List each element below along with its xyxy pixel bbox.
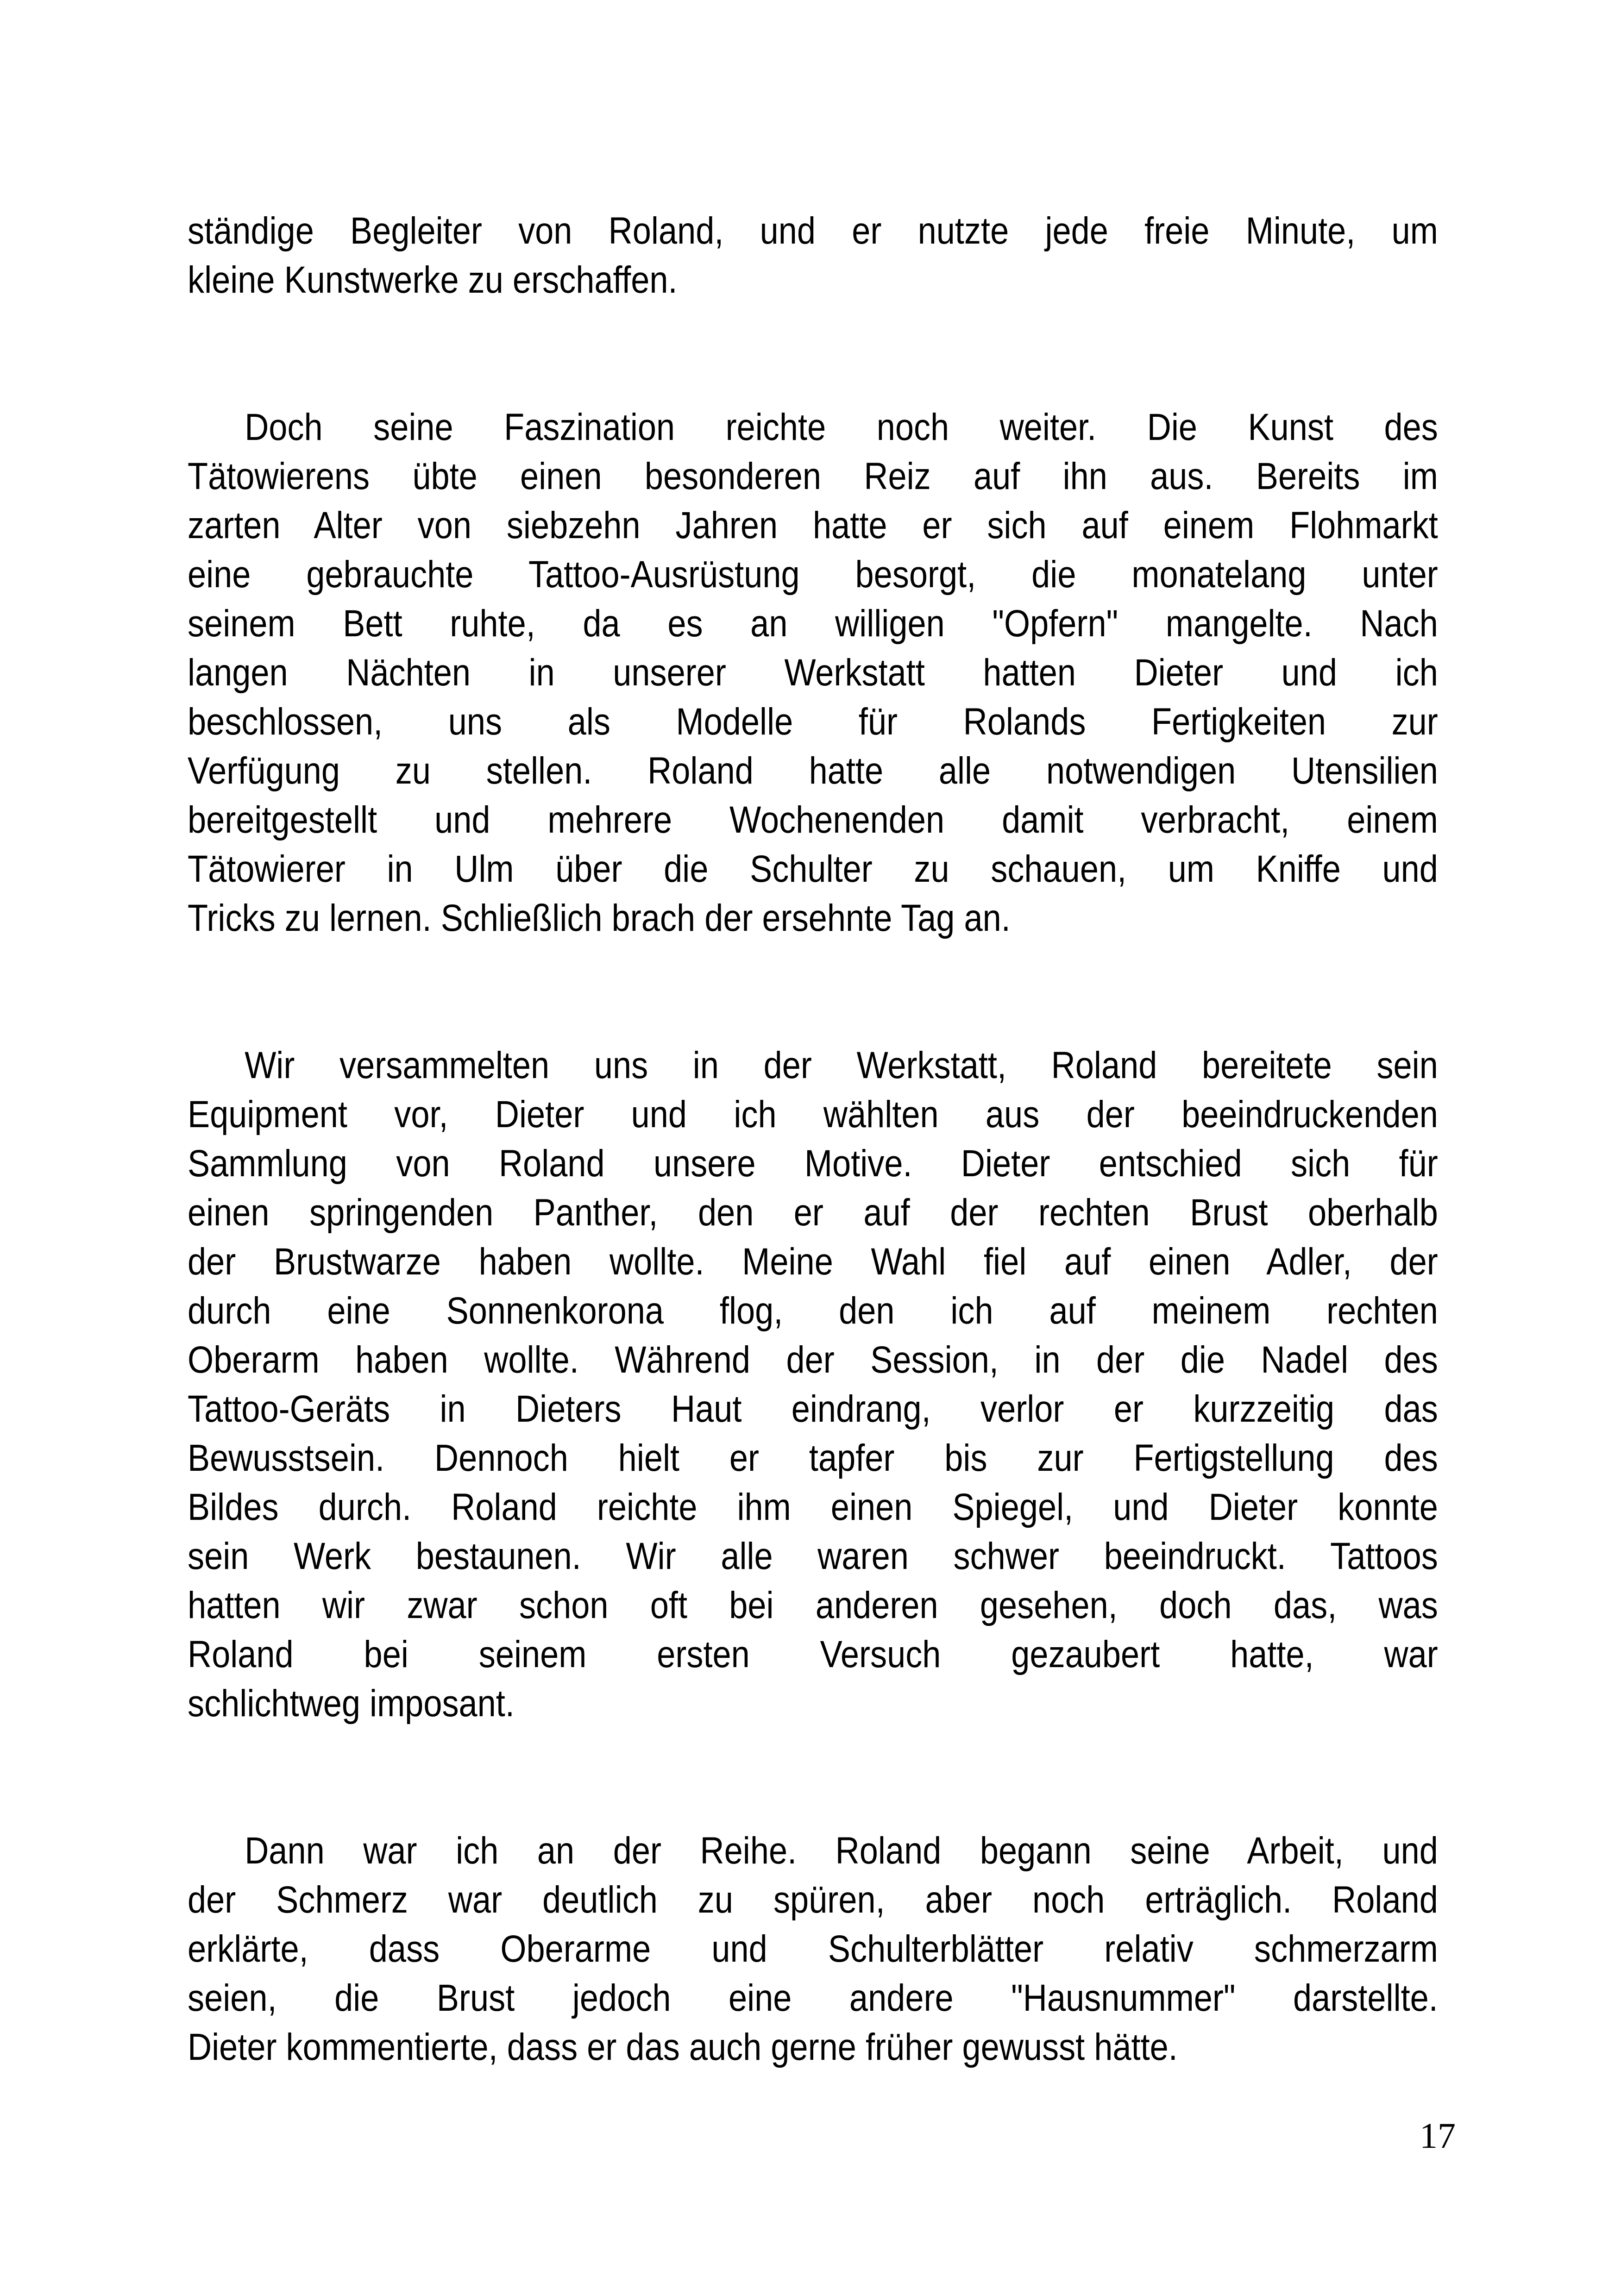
text-line: Oberarm haben wollte. Während der Session, in der die Nadel des [188,1339,1438,1381]
text-line: Doch seine Faszination reichte noch weiter. Die Kunst des [245,406,1438,448]
text-line: Bewusstsein. Dennoch hielt er tapfer bis zur Fertigstellung des [188,1437,1438,1479]
text-line: kleine Kunstwerke zu erschaffen. [188,259,678,301]
text-block [188,207,1438,2072]
paragraph [188,1041,1438,1728]
text-line: einen springenden Panther, den er auf der rechten Brust oberhalb [188,1192,1438,1234]
text-line: erklärte, dass Oberarme und Schulterblätter relativ schmerzarm [188,1928,1438,1970]
page-number: 17 [1420,2115,1456,2156]
text-line: Tattoo-Geräts in Dieters Haut eindrang, verlor er kurzzeitig das [188,1388,1438,1430]
text-line: Wir versammelten uns in der Werkstatt, Roland bereitete sein [245,1044,1438,1086]
text-line: zarten Alter von siebzehn Jahren hatte er sich auf einem Flohmarkt [188,504,1438,546]
text-line: Verfügung zu stellen. Roland hatte alle notwendigen Utensilien [188,750,1438,792]
paragraph [188,207,1438,305]
text-line: eine gebrauchte Tattoo-Ausrüstung besorgt, die monatelang unter [188,553,1438,596]
paragraph [188,1826,1438,2072]
text-line: Tricks zu lernen. Schließlich brach der ersehnte Tag an. [188,897,1011,939]
text-line: der Schmerz war deutlich zu spüren, aber noch erträglich. Roland [188,1879,1438,1921]
text-line: schlichtweg imposant. [188,1682,515,1725]
text-line: durch eine Sonnenkorona flog, den ich auf meinem rechten [188,1290,1438,1332]
text-line: seien, die Brust jedoch eine andere "Hausnummer" darstellte. [188,1977,1438,2019]
text-line: Dieter kommentierte, dass er das auch gerne früher gewusst hätte. [188,2026,1178,2068]
text-line: beschlossen, uns als Modelle für Rolands Fertigkeiten zur [188,701,1438,743]
text-line: Tätowierens übte einen besonderen Reiz auf ihn aus. Bereits im [188,455,1438,497]
text-line: Bildes durch. Roland reichte ihm einen Spiegel, und Dieter konnte [188,1486,1438,1528]
text-line: bereitgestellt und mehrere Wochenenden damit verbracht, einem [188,799,1438,841]
text-line: seinem Bett ruhte, da es an willigen "Opfern" mangelte. Nach [188,602,1438,645]
paragraph [188,403,1438,943]
text-line: sein Werk bestaunen. Wir alle waren schwer beeindruckt. Tattoos [188,1535,1438,1577]
text-line: hatten wir zwar schon oft bei anderen gesehen, doch das, was [188,1584,1438,1626]
text-line: langen Nächten in unserer Werkstatt hatten Dieter und ich [188,652,1438,694]
text-line: Equipment vor, Dieter und ich wählten aus der beeindruckenden [188,1093,1438,1135]
text-line: ständige Begleiter von Roland, und er nutzte jede freie Minute, um [188,210,1438,252]
text-line: Sammlung von Roland unsere Motive. Dieter entschied sich für [188,1142,1438,1185]
text-line: Roland bei seinem ersten Versuch gezaubert hatte, war [188,1633,1438,1675]
text-line: der Brustwarze haben wollte. Meine Wahl fiel auf einen Adler, der [188,1241,1438,1283]
text-line: Tätowierer in Ulm über die Schulter zu schauen, um Kniffe und [188,848,1438,890]
text-line: Dann war ich an der Reihe. Roland begann seine Arbeit, und [245,1830,1438,1872]
